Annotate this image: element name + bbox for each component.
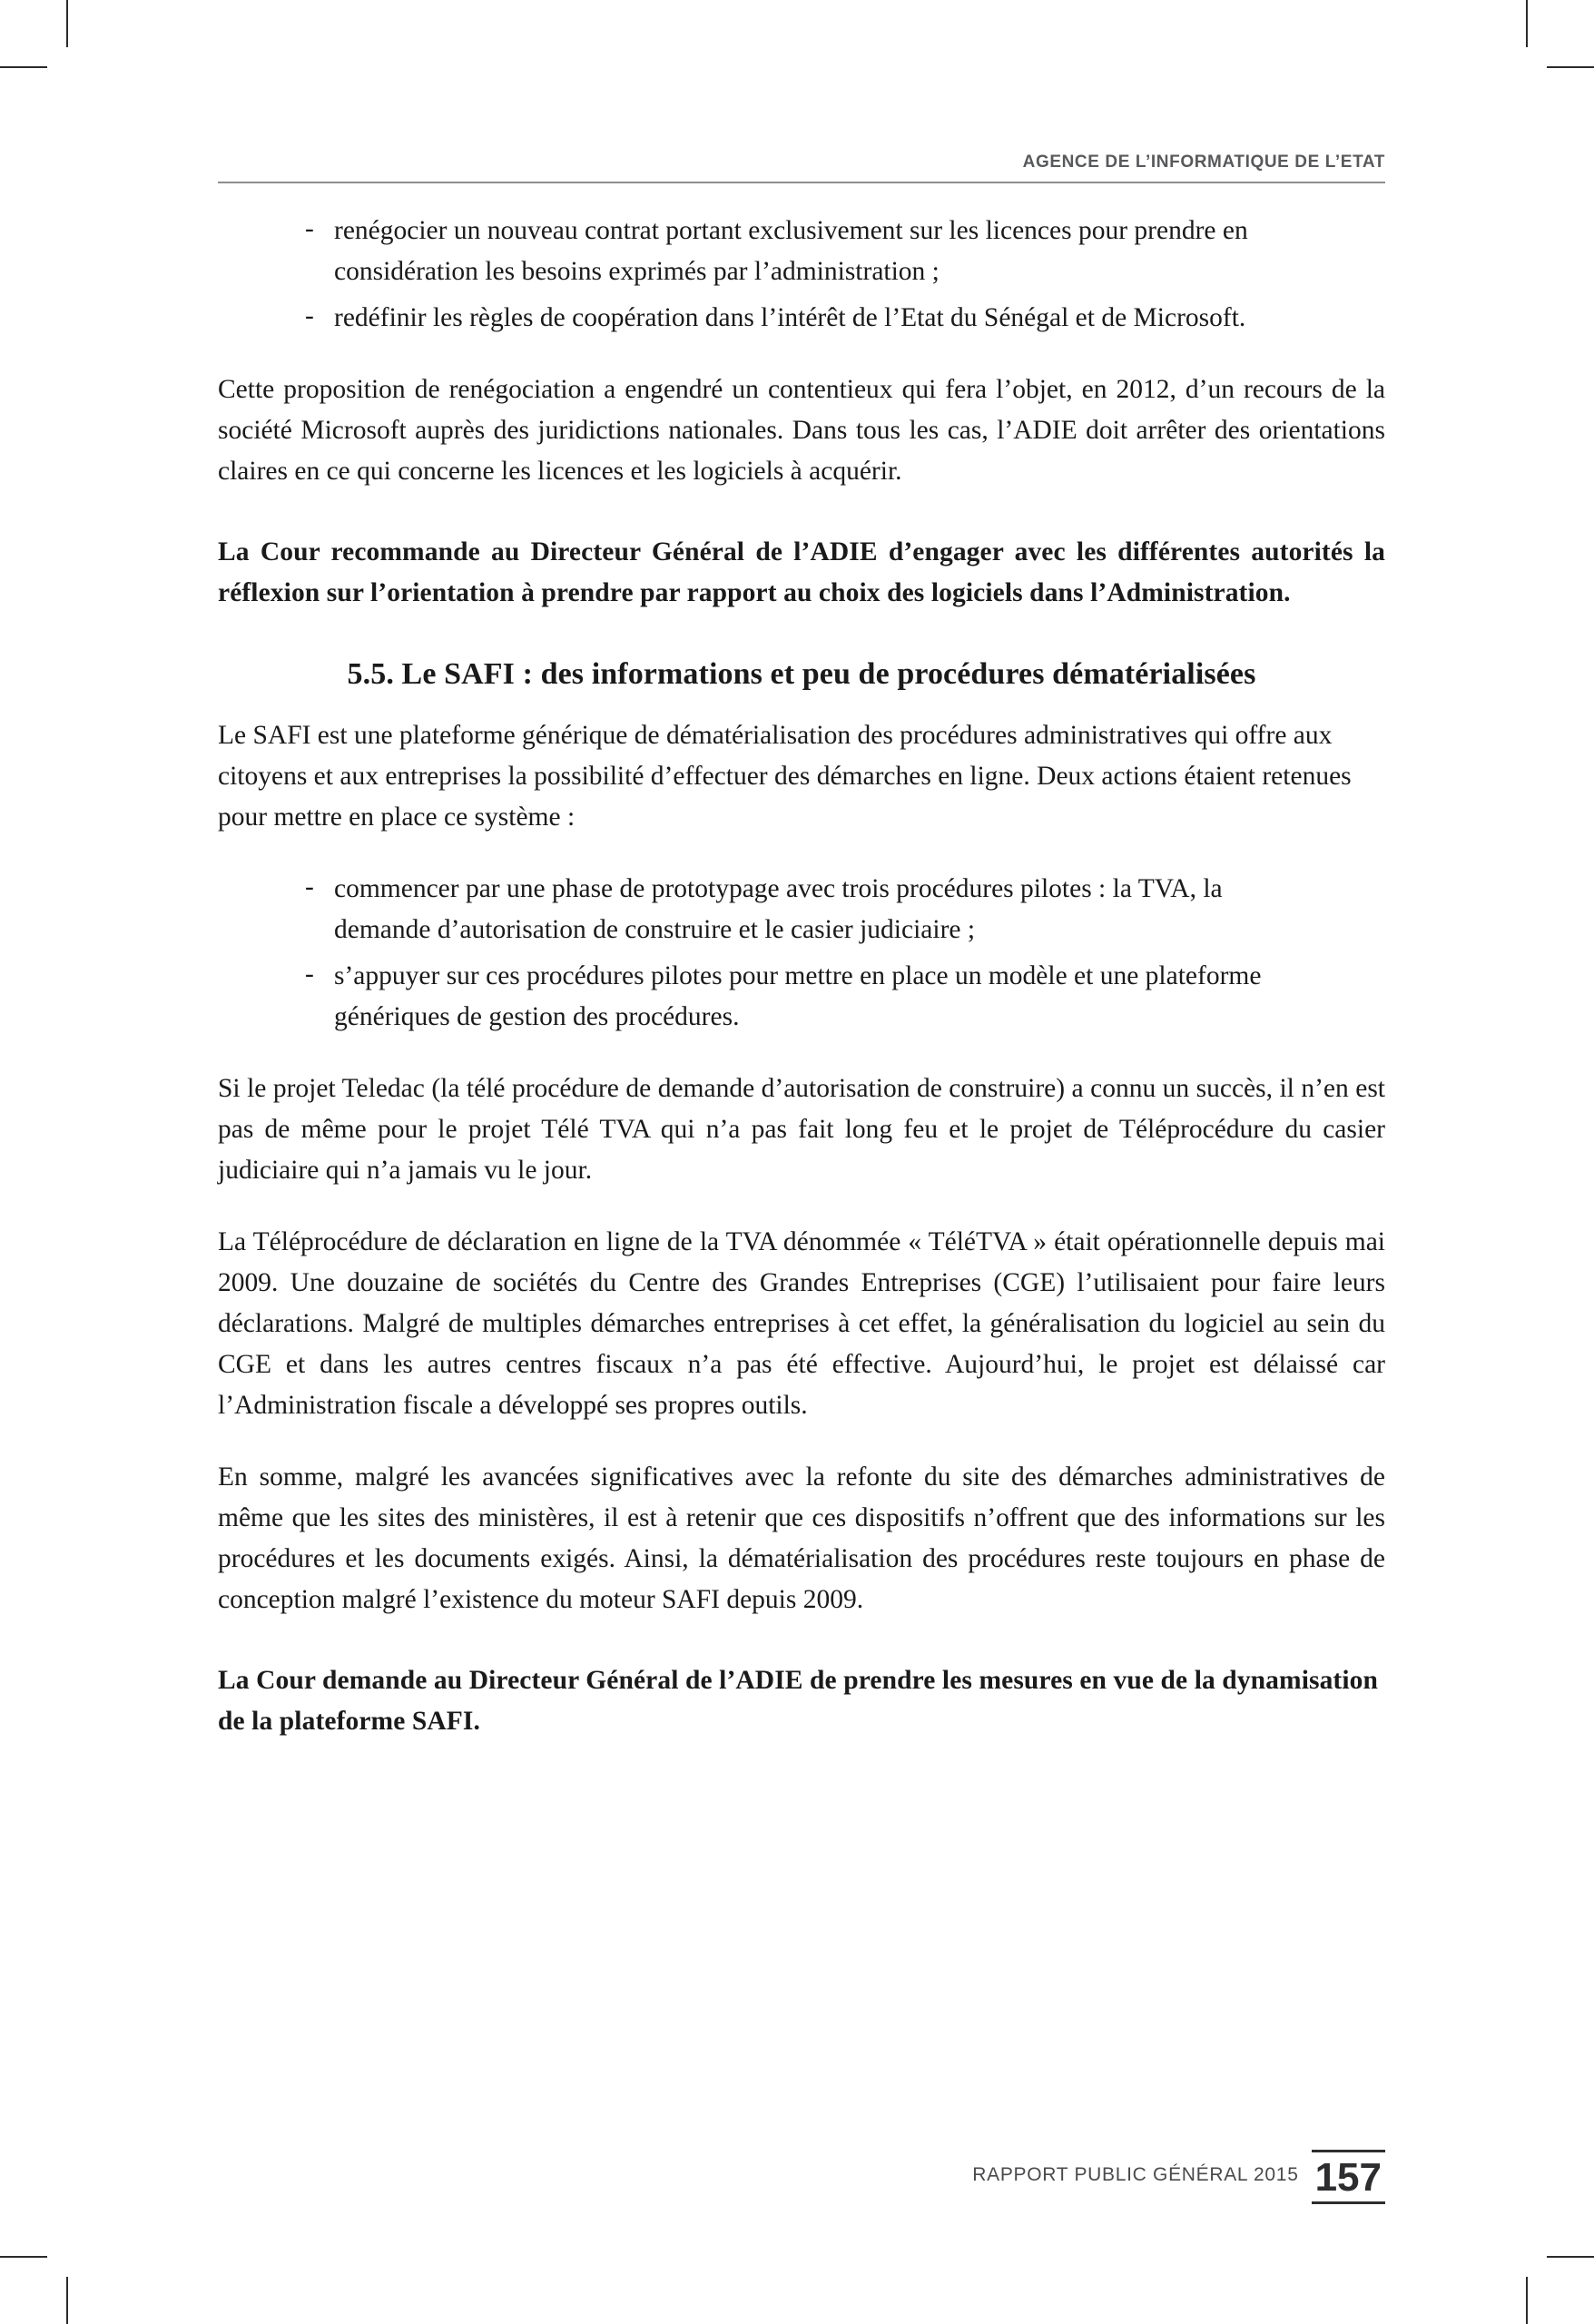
spacer [218, 614, 1385, 654]
crop-mark-bottom-left-horizontal [0, 2256, 47, 2258]
list-item-text: commencer par une phase de prototypage avec trois procédures pilotes : la TVA, la demande d’autorisation de construire et le casier judiciaire ; [334, 874, 1223, 944]
spacer [218, 492, 1385, 532]
section-heading-5-5: 5.5. Le SAFI : des informations et peu de procédures dématérialisées [347, 657, 1256, 691]
list-item [305, 298, 1385, 339]
running-head-rule [218, 182, 1385, 183]
paragraph-safi-intro: Le SAFI est une plateforme générique de dématérialisation des procédures administratives qui offre aux citoyens et aux entreprises la possibilité d’effectuer des démarches en ligne. Deux actions étaient retenues pour mettre en place ce système : [218, 721, 1352, 832]
crop-mark-top-left-vertical [66, 0, 68, 47]
paragraph-teletva: La Téléprocédure de déclaration en ligne de la TVA dénommée « TéléTVA » était opérationnelle depuis mai 2009. Une douzaine de sociétés du Centre des Grandes Entreprises (CGE) l’utilisaient pour faire leurs déclarations. Malgré de multiples démarches entreprises à cet effet, la généralisation du logiciel au sein du CGE et dans les autres centres fiscaux n’a pas été effective. Aujourd’hui, le projet est délaissé car l’Administration fiscale a développé ses propres outils. [218, 1227, 1385, 1420]
crop-mark-top-right-vertical [1526, 0, 1528, 47]
paragraph-contentieux: Cette proposition de renégociation a engendré un contentieux qui fera l’objet, en 2012, d’un recours de la société Microsoft auprès des juridictions nationales. Dans tous les cas, l’ADIE doit arrêter des orientations claires en ce qui concerne les licences et les logiciels à acquérir. [218, 375, 1385, 486]
list-item-text: renégocier un nouveau contrat portant exclusivement sur les licences pour prendre en considération les besoins exprimés par l’administration ; [334, 216, 1248, 286]
spacer [218, 838, 1385, 869]
page-footer [218, 2150, 1385, 2204]
spacer [218, 339, 1385, 369]
bullet-dash-icon: - [305, 301, 314, 330]
footer-label: RAPPORT PUBLIC GÉNÉRAL 2015 [972, 2164, 1299, 2185]
list-item-text: s’appuyer sur ces procédures pilotes pour mettre en place un modèle et une plateforme génériques de gestion des procédures. [334, 961, 1262, 1031]
list-item [305, 211, 1385, 292]
bullet-dash-icon: - [305, 872, 314, 901]
crop-mark-top-left-horizontal [0, 66, 47, 68]
page-body [218, 211, 1385, 1742]
spacer [218, 1620, 1385, 1660]
bullet-dash-icon: - [305, 960, 314, 989]
list-item-text: redéfinir les règles de coopération dans l’intérêt de l’Etat du Sénégal et de Microsoft. [334, 303, 1246, 332]
spacer [218, 1038, 1385, 1068]
spacer [218, 1191, 1385, 1222]
page-number: 157 [1312, 2150, 1385, 2204]
crop-mark-bottom-right-vertical [1526, 2277, 1528, 2324]
spacer [218, 1426, 1385, 1457]
paragraph-en-somme: En somme, malgré les avancées significatives avec la refonte du site des démarches administratives de même que les sites des ministères, il est à retenir que ces dispositifs n’offrent que des informations sur les procédures et les documents exigés. Ainsi, la dématérialisation des procédures reste toujours en phase de conception malgré l’existence du moteur SAFI depuis 2009. [218, 1462, 1385, 1614]
list-item [305, 956, 1314, 1038]
recommendation-paragraph-1: La Cour recommande au Directeur Général de l’ADIE d’engager avec les différentes autorités la réflexion sur l’orientation à prendre par rapport au choix des logiciels dans l’Administration. [218, 537, 1385, 607]
bullet-dash-icon: - [305, 214, 314, 243]
list-item [305, 869, 1314, 950]
crop-mark-bottom-left-vertical [66, 2277, 68, 2324]
bullet-list-renegociation [218, 211, 1385, 339]
running-head: AGENCE DE L’INFORMATIQUE DE L’ETAT [1022, 153, 1385, 172]
bullet-list-actions [218, 869, 1385, 1038]
paragraph-teledac: Si le projet Teledac (la télé procédure de demande d’autorisation de construire) a connu un succès, il n’en est pas de même pour le projet Télé TVA qui n’a pas fait long feu et le projet de Téléprocédure du casier judiciaire qui n’a jamais vu le jour. [218, 1074, 1385, 1185]
recommendation-paragraph-2: La Cour demande au Directeur Général de l’ADIE de prendre les mesures en vue de la dynamisation de la plateforme SAFI. [218, 1666, 1378, 1736]
crop-mark-top-right-horizontal [1547, 66, 1594, 68]
crop-mark-bottom-right-horizontal [1547, 2256, 1594, 2258]
spacer [218, 695, 1385, 715]
